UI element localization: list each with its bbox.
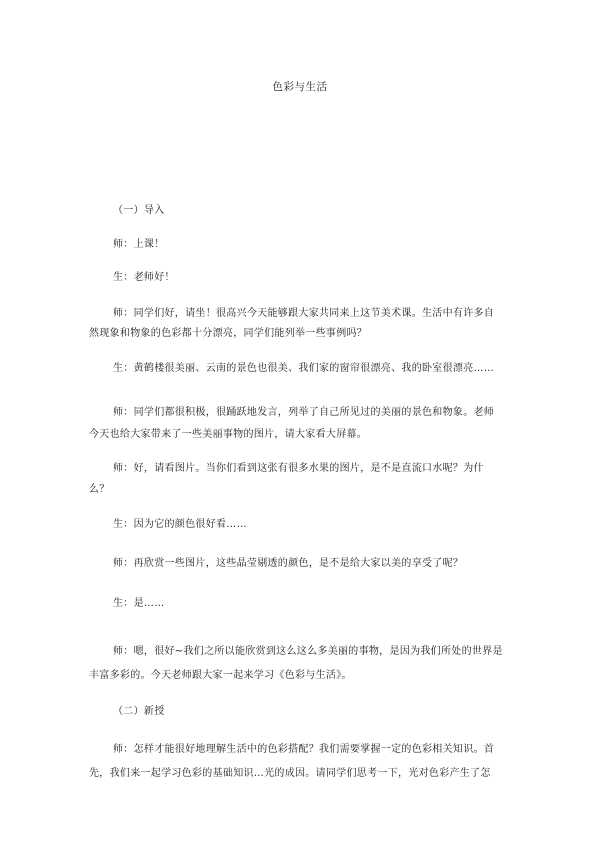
paragraph-line: 生：黄鹤楼很美丽、云南的景色也很美、我们家的窗帘很漂亮、我的卧室很漂亮…… (113, 363, 495, 374)
paragraph-line: （二）新授 (113, 706, 165, 717)
paragraph-line: 师：同学们好，请坐！很高兴今天能够跟大家共同来上这节美术课。生活中有许多自 (113, 308, 495, 319)
paragraph (89, 458, 513, 500)
paragraph (89, 597, 513, 611)
paragraph-line: 生：因为它的颜色很好看…… (113, 519, 247, 530)
paragraph (89, 518, 513, 532)
paragraph (89, 304, 513, 344)
paragraph (89, 271, 513, 285)
paragraph-line: 生：老师好！ (113, 272, 175, 283)
paragraph (89, 362, 513, 376)
paragraph-line: 师：怎样才能很好地理解生活中的色彩搭配？我们需要掌握一定的色彩相关知识。首 (113, 744, 495, 755)
section-heading-new-lesson (89, 705, 513, 719)
paragraph (89, 402, 513, 446)
paragraph-line: （一）导入 (113, 205, 165, 216)
paragraph-line: 师：好，请看图片。当你们看到这张有很多水果的图片，是不是直流口水呢？为什 (113, 463, 484, 474)
paragraph-line: 先，我们来一起学习色彩的基础知识…光的成因。请同学们思考一下，光对色彩产生了怎 (89, 768, 491, 779)
document-title: 色彩与生活 (272, 81, 328, 93)
paragraph-line: 师：嗯，很好~我们之所以能欣赏到这么这么多美丽的事物，是因为我们所处的世界是 (113, 646, 503, 657)
paragraph-line: 么？ (89, 484, 110, 495)
paragraph (89, 738, 513, 786)
paragraph-line: 师：再欣赏一些图片，这些晶莹剔透的颜色，是不是给大家以美的享受了呢？ (113, 558, 464, 569)
section-heading-intro (89, 204, 513, 218)
paragraph-line: 然现象和物象的色彩都十分漂亮，同学们能列举一些事例吗？ (89, 328, 368, 339)
paragraph-line: 丰富多彩的。今天老师跟大家一起来学习《色彩与生活》。 (89, 670, 352, 681)
paragraph (89, 557, 513, 571)
paragraph (89, 640, 513, 688)
paragraph-line: 今天也给大家带来了一些美丽事物的图片，请大家看大屏幕。 (89, 429, 368, 440)
paragraph-line: 生：是…… (113, 598, 165, 609)
paragraph (89, 238, 513, 252)
paragraph-line: 师：同学们都很积极，很踊跃地发言，列举了自己所见过的美丽的景色和物象。老师 (113, 407, 495, 418)
paragraph-line: 师：上课！ (113, 239, 165, 250)
